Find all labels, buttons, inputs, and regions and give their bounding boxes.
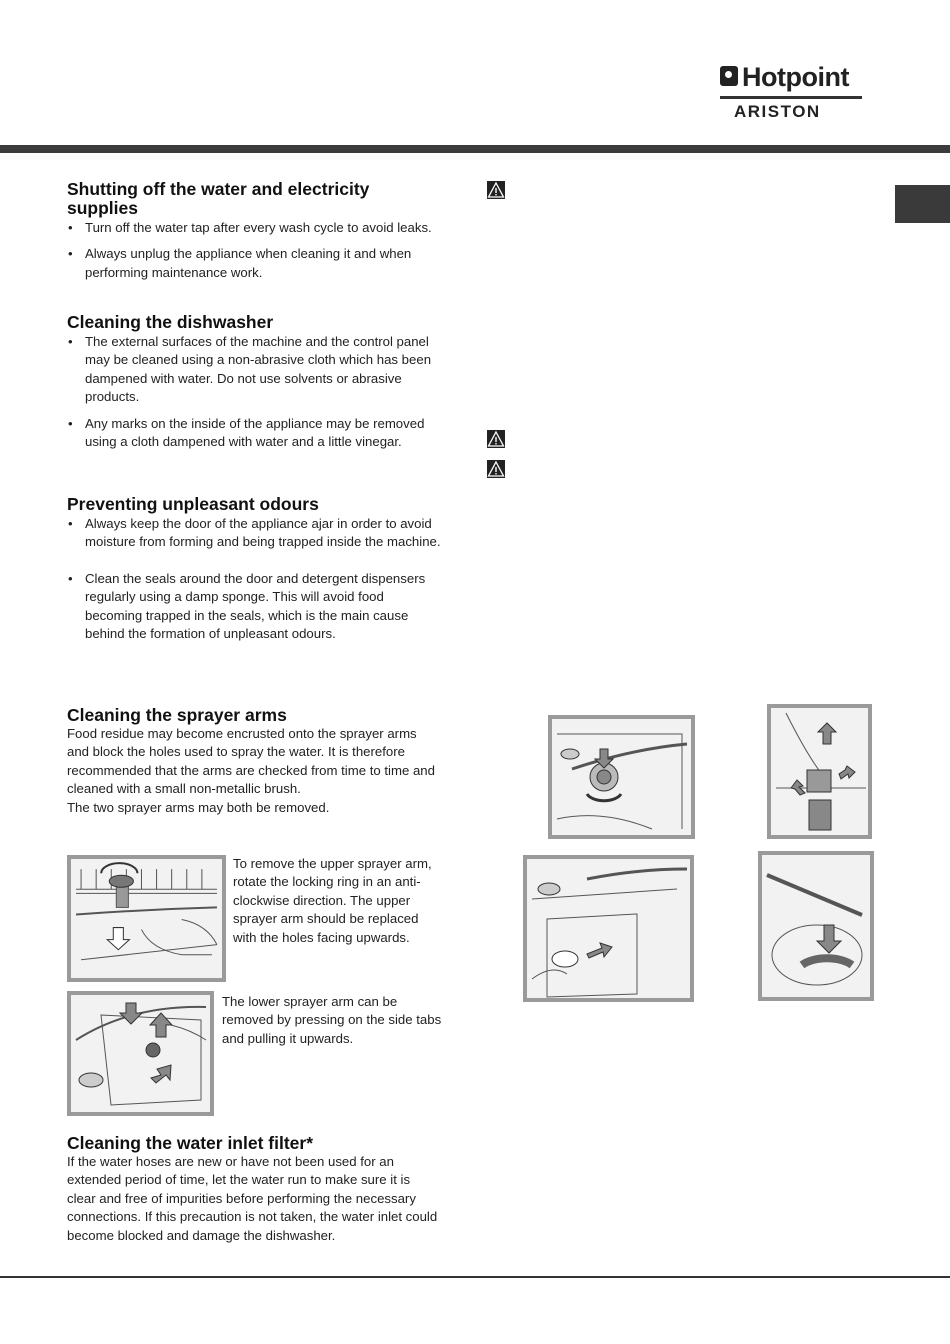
lower-sprayer-caption: The lower sprayer arm can be removed by pressing on the side tabs and pulling it upwards.: [222, 994, 442, 1046]
list-item: • Turn off the water tap after every wash cycle to avoid leaks.: [67, 219, 442, 237]
header-bar: [0, 145, 950, 153]
list-item: • Always unplug the appliance when cleaning it and when performing maintenance work.: [67, 245, 442, 282]
filter-removal-illustration-1: [548, 715, 695, 839]
filter-removal-illustration-2: [767, 704, 872, 839]
section-cleaning: [67, 313, 442, 451]
sprayer-paragraph: Food residue may become encrusted onto the sprayer arms and block the holes used to spray the water. It is therefore recommended that the arms are checked from time to time and cleaned with a small non-metallic brush.: [67, 726, 435, 797]
logo-mark-icon: [720, 66, 738, 86]
upper-sprayer-caption-box: [233, 855, 443, 947]
lower-sprayer-illustration: [67, 991, 214, 1116]
list-item: • Any marks on the inside of the appliance may be removed using a cloth dampened with water and a little vinegar.: [67, 415, 442, 452]
section-shutoff: [67, 180, 442, 282]
lower-sprayer-drawing: [71, 995, 210, 1112]
filter-removal-illustration-3: [523, 855, 694, 1002]
filter-removal-illustration-4: [758, 851, 874, 1001]
filter-drawing-4: [762, 855, 870, 997]
heading-sprayer: Cleaning the sprayer arms: [67, 705, 287, 725]
footer-rule: [0, 1276, 950, 1278]
logo-subbrand: ARISTON: [734, 102, 821, 121]
heading-inlet: Cleaning the water inlet filter*: [67, 1133, 314, 1153]
filter-drawing-2: [771, 708, 868, 835]
upper-sprayer-drawing: [71, 859, 222, 978]
logo-rule: [720, 96, 862, 99]
section-odours: [67, 495, 442, 643]
language-tab: [895, 185, 950, 223]
filter-drawing-3: [527, 859, 690, 998]
warning-triangle-icon: [487, 181, 505, 199]
heading-shutoff: Shutting off the water and electricity supplies: [67, 179, 370, 218]
warning-triangle-icon: [487, 460, 505, 478]
list-item: • Clean the seals around the door and detergent dispensers regularly using a damp sponge. This will avoid food becoming trapped in the seals, which is the main cause behind the formation of unpleasant odours.: [67, 570, 442, 644]
inlet-paragraph: If the water hoses are new or have not been used for an extended period of time, let the water run to make sure it is clear and free of impurities before performing the necessary connections. If this precaution is not taken, the water inlet could become blocked and damage the dishwasher.: [67, 1154, 438, 1243]
list-item: • Always keep the door of the appliance ajar in order to avoid moisture from forming and being trapped inside the machine.: [67, 515, 442, 552]
brand-logo: [718, 60, 866, 126]
lower-sprayer-caption-box: [222, 993, 442, 1048]
heading-odours: Preventing unpleasant odours: [67, 494, 319, 514]
heading-cleaning: Cleaning the dishwasher: [67, 312, 274, 332]
upper-sprayer-illustration: [67, 855, 226, 982]
sprayer-note: The two sprayer arms may both be removed.: [67, 799, 330, 815]
section-sprayer: [67, 706, 442, 817]
upper-sprayer-caption: To remove the upper sprayer arm, rotate the locking ring in an anti-clockwise direction. The upper sprayer arm should be replaced with the holes facing upwards.: [233, 856, 432, 945]
section-inlet: [67, 1134, 442, 1245]
list-item: • The external surfaces of the machine and the control panel may be cleaned using a non-abrasive cloth which has been dampened with water. Do not use solvents or abrasive products.: [67, 333, 442, 407]
filter-drawing-1: [552, 719, 691, 835]
logo-wordmark: Hotpoint: [742, 62, 849, 92]
warning-triangle-icon: [487, 430, 505, 448]
